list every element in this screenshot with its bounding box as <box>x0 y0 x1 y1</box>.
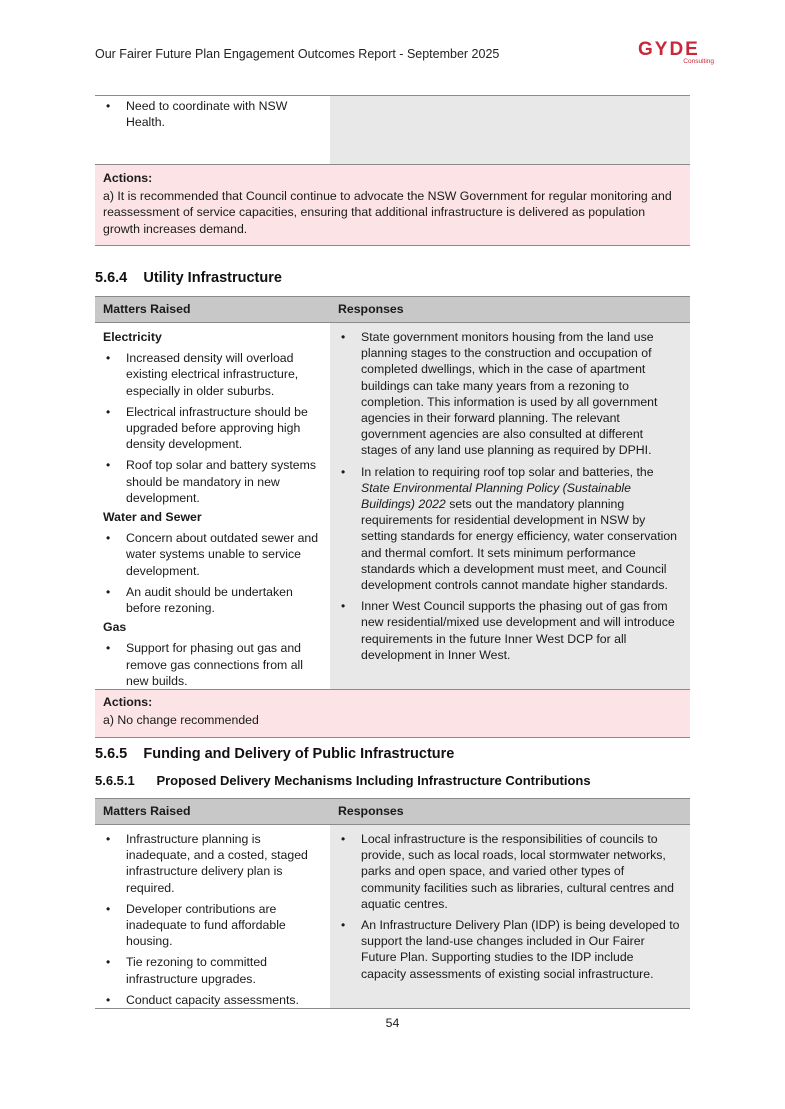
list-item: • Electrical infrastructure should be upgraded before approving high density development. <box>103 404 322 453</box>
section-number: 5.6.5.1 <box>95 773 135 788</box>
list-item: • Concern about outdated sewer and water systems unable to service development. <box>103 530 322 579</box>
section-heading-5-6-5-1 <box>95 773 591 788</box>
category-water-sewer: Water and Sewer <box>103 510 202 525</box>
actions-heading: Actions: <box>103 171 153 185</box>
response-item: • State government monitors housing from the land use planning stages to the construction and occupation of completed dwellings, which in the case of apartment buildings can take many years from a rezoning to completion. This information is used by all government agencies in their forward planning. The relevant government agencies are also consulted at different stages of any land use planning as required by DPHI. <box>338 329 682 459</box>
list-item: • Roof top solar and battery systems should be mandatory in new development. <box>103 457 322 506</box>
page-number: 54 <box>385 1016 400 1030</box>
delivery-table <box>95 798 690 1009</box>
section-heading-5-6-4 <box>95 270 282 286</box>
actions-text: a) It is recommended that Council continue to advocate the NSW Government for regular monitoring and reassessment of service capacities, ensuring that additional infrastructure is delivered as population growth increases demand. <box>103 189 672 236</box>
section-number: 5.6.4 <box>95 270 128 286</box>
actions-text: a) No change recommended <box>103 713 259 728</box>
gyde-logo <box>638 40 724 68</box>
col-header-responses: Responses <box>338 302 404 316</box>
section-number: 5.6.5 <box>95 746 128 762</box>
logo-subtext: Consulting <box>683 58 714 65</box>
response-item: • In relation to requiring roof top solar and batteries, the State Environmental Planning Policy (Sustainable Buildings) 2022 sets out the mandatory planning requirements for residential development in NSW by setting standards for energy efficiency, water conservation and thermal comfort. It sets minimum performance standards which a development must meet, and Council development controls cannot mandate higher standards. <box>338 464 682 594</box>
category-electricity: Electricity <box>103 330 162 344</box>
top-table <box>95 95 690 246</box>
section-title: Proposed Delivery Mechanisms Including Infrastructure Contributions <box>156 773 591 788</box>
actions-box <box>95 164 690 246</box>
utility-table <box>95 296 690 738</box>
list-item: • Conduct capacity assessments. <box>103 992 322 1008</box>
logo-text: GYDE <box>638 39 700 60</box>
table-header <box>95 296 690 323</box>
table-header <box>95 798 690 825</box>
list-item: • Infrastructure planning is inadequate, and a costed, staged infrastructure delivery plan is required. <box>103 831 322 896</box>
actions-box <box>95 689 690 738</box>
list-item: • Developer contributions are inadequate to fund affordable housing. <box>103 901 322 950</box>
response-item: • An Infrastructure Delivery Plan (IDP) is being developed to support the land-use changes included in Our Fairer Future Plan. Supporting studies to the IDP include capacity assessments of existing social infrastructure. <box>338 917 682 982</box>
actions-heading: Actions: <box>103 695 153 709</box>
list-item: • An audit should be undertaken before rezoning. <box>103 584 322 616</box>
col-header-matters: Matters Raised <box>103 302 191 316</box>
response-item: • Inner West Council supports the phasing out of gas from new residential/mixed use development and will introduce requirements in the future Inner West DCP for all development in Inner West. <box>338 598 682 663</box>
col-header-matters: Matters Raised <box>103 804 191 818</box>
section-title: Utility Infrastructure <box>143 270 282 286</box>
list-item: • Increased density will overload existing electrical infrastructure, especially in older suburbs. <box>103 350 322 399</box>
list-item: • Need to coordinate with NSW Health. <box>103 98 322 130</box>
section-title: Funding and Delivery of Public Infrastructure <box>143 746 455 762</box>
category-gas: Gas <box>103 620 127 635</box>
list-item: • Tie rezoning to committed infrastructure upgrades. <box>103 954 322 986</box>
report-header-title: Our Fairer Future Plan Engagement Outcomes Report - September 2025 <box>95 47 500 61</box>
list-item: • Support for phasing out gas and remove gas connections from all new builds. <box>103 640 322 689</box>
response-item: • Local infrastructure is the responsibilities of councils to provide, such as local roads, local stormwater networks, parks and open space, and varied other types of community facilities such as libraries, cultural centres and aquatic centres. <box>338 831 682 912</box>
section-heading-5-6-5 <box>95 746 454 762</box>
empty-response-cell <box>330 96 690 164</box>
col-header-responses: Responses <box>338 804 404 818</box>
